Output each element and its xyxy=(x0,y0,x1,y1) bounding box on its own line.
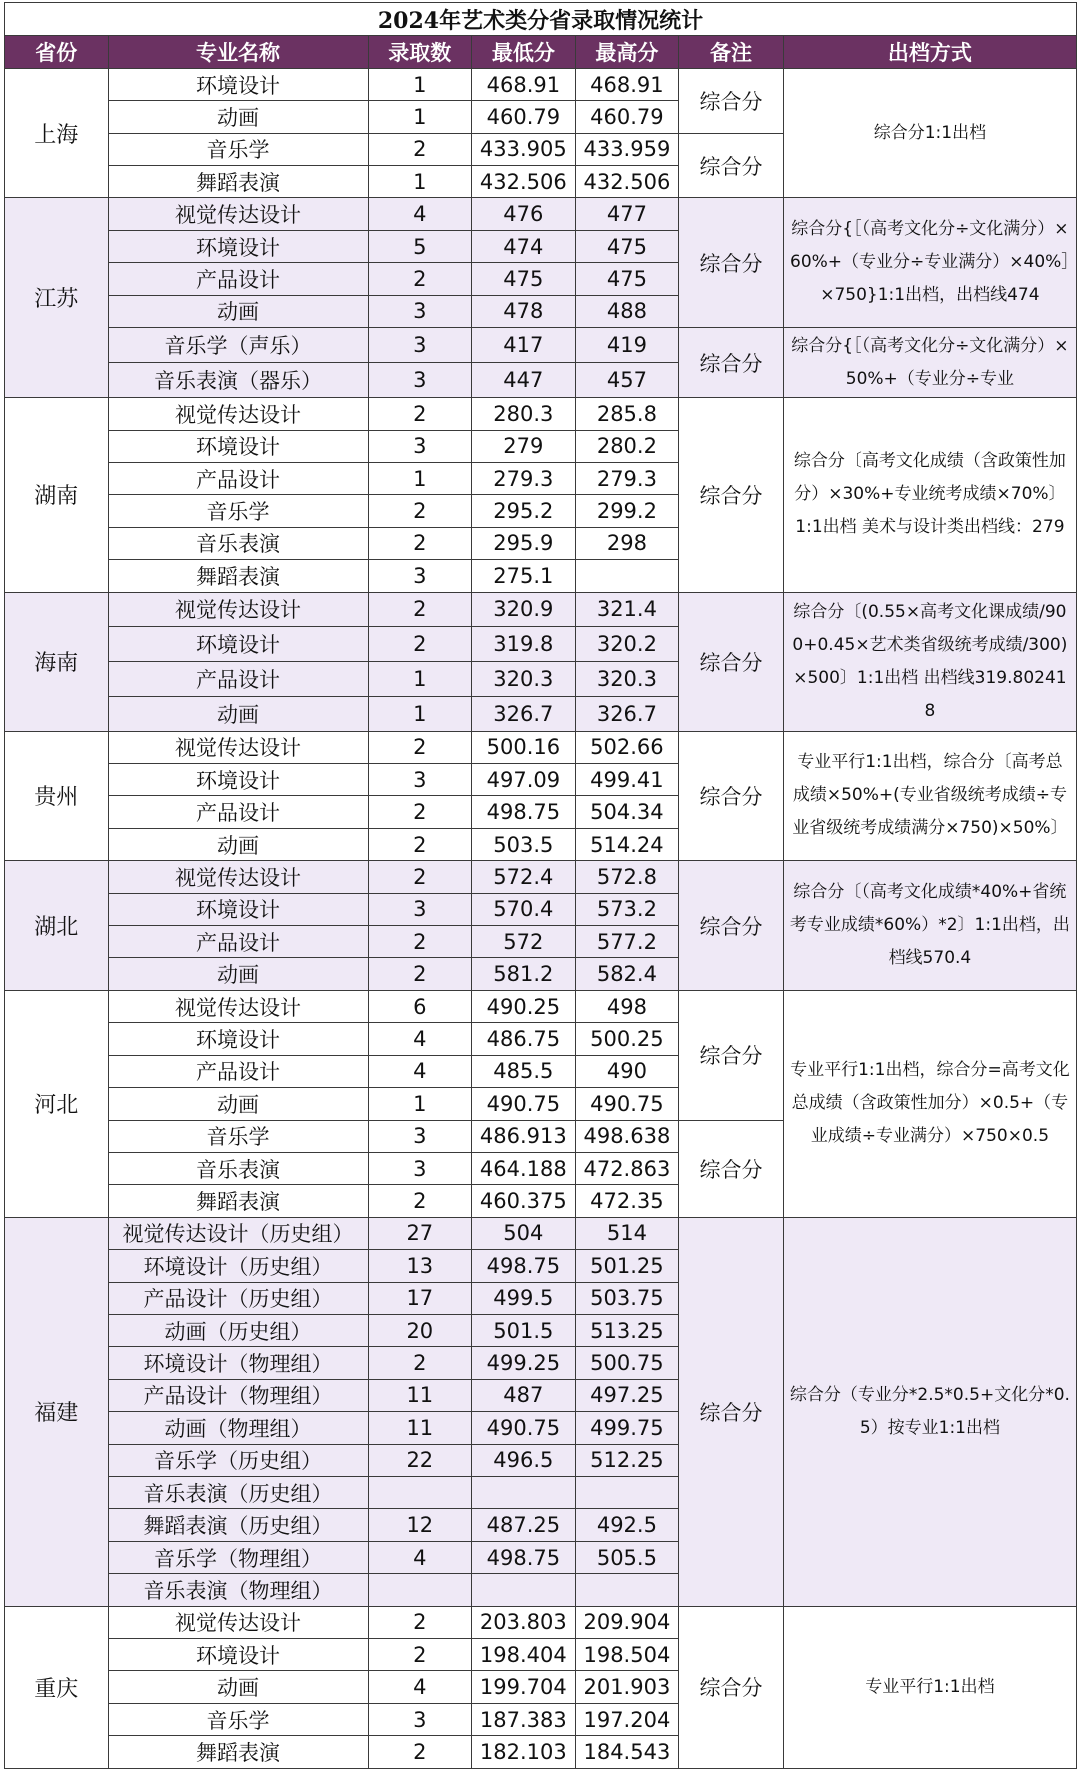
count-cell: 1 xyxy=(368,662,472,697)
count-cell: 20 xyxy=(368,1314,472,1346)
major-cell: 音乐学 xyxy=(108,133,368,165)
max-score-cell: 198.504 xyxy=(575,1639,679,1671)
major-cell: 音乐学（历史组） xyxy=(108,1444,368,1476)
count-cell: 2 xyxy=(368,592,472,627)
max-score-cell: 498.638 xyxy=(575,1120,679,1152)
max-score-cell: 573.2 xyxy=(575,893,679,925)
method-cell: 专业平行1:1出档，综合分=高考文化总成绩（含政策性加分）×0.5+（专业成绩÷专业满分）×750×0.5 xyxy=(783,990,1076,1217)
min-score-cell: 203.803 xyxy=(472,1606,576,1638)
province-cell: 海南 xyxy=(5,592,109,731)
count-cell: 3 xyxy=(368,560,472,592)
count-cell xyxy=(368,1574,472,1606)
max-score-cell: 499.41 xyxy=(575,764,679,796)
major-cell: 动画 xyxy=(108,696,368,731)
count-cell: 2 xyxy=(368,398,472,430)
min-score-cell: 581.2 xyxy=(472,958,576,990)
major-cell: 环境设计 xyxy=(108,893,368,925)
count-cell: 11 xyxy=(368,1379,472,1411)
max-score-cell: 432.506 xyxy=(575,166,679,198)
max-score-cell: 209.904 xyxy=(575,1606,679,1638)
major-cell: 动画 xyxy=(108,958,368,990)
table-row xyxy=(5,328,1077,363)
min-score-cell: 487 xyxy=(472,1379,576,1411)
count-cell: 2 xyxy=(368,861,472,893)
max-score-cell: 490 xyxy=(575,1055,679,1087)
min-score-cell: 447 xyxy=(472,363,576,398)
min-score-cell: 474 xyxy=(472,230,576,262)
major-cell: 视觉传达设计 xyxy=(108,861,368,893)
count-cell: 22 xyxy=(368,1444,472,1476)
major-cell: 视觉传达设计 xyxy=(108,1606,368,1638)
min-score-cell: 486.75 xyxy=(472,1023,576,1055)
count-cell: 1 xyxy=(368,166,472,198)
major-cell: 音乐表演（器乐） xyxy=(108,363,368,398)
min-score-cell: 572.4 xyxy=(472,861,576,893)
major-cell: 音乐表演（物理组） xyxy=(108,1574,368,1606)
method-cell: 综合分〔(0.55×高考文化课成绩/900+0.45×艺术类省级统考成绩/300)×500〕1:1出档 出档线319.802418 xyxy=(783,592,1076,731)
count-cell: 3 xyxy=(368,1703,472,1735)
note-cell: 综合分 xyxy=(679,198,784,328)
major-cell: 环境设计 xyxy=(108,1639,368,1671)
min-score-cell: 432.506 xyxy=(472,166,576,198)
min-score-cell: 487.25 xyxy=(472,1509,576,1541)
major-cell: 音乐学（声乐） xyxy=(108,328,368,363)
count-cell: 3 xyxy=(368,328,472,363)
min-score-cell: 198.404 xyxy=(472,1639,576,1671)
table-row xyxy=(5,398,1077,430)
count-cell: 3 xyxy=(368,1120,472,1152)
max-score-cell: 514.24 xyxy=(575,828,679,860)
max-score-cell: 477 xyxy=(575,198,679,230)
major-cell: 产品设计 xyxy=(108,926,368,958)
major-cell: 动画（物理组） xyxy=(108,1412,368,1444)
table-row xyxy=(5,731,1077,763)
major-cell: 环境设计 xyxy=(108,430,368,462)
min-score-cell: 182.103 xyxy=(472,1736,576,1769)
note-cell: 综合分 xyxy=(679,1606,784,1768)
count-cell xyxy=(368,1476,472,1508)
max-score-cell: 433.959 xyxy=(575,133,679,165)
max-score-cell: 197.204 xyxy=(575,1703,679,1735)
table-row xyxy=(5,990,1077,1022)
min-score-cell: 504 xyxy=(472,1217,576,1249)
major-cell: 产品设计（物理组） xyxy=(108,1379,368,1411)
count-cell: 2 xyxy=(368,495,472,527)
min-score-cell: 319.8 xyxy=(472,627,576,662)
note-cell: 综合分 xyxy=(679,990,784,1120)
max-score-cell: 468.91 xyxy=(575,68,679,100)
count-cell: 27 xyxy=(368,1217,472,1249)
max-score-cell: 512.25 xyxy=(575,1444,679,1476)
count-cell: 3 xyxy=(368,893,472,925)
note-cell: 综合分 xyxy=(679,861,784,991)
min-score-cell: 490.25 xyxy=(472,990,576,1022)
major-cell: 舞蹈表演 xyxy=(108,1736,368,1769)
count-cell: 2 xyxy=(368,1639,472,1671)
count-cell: 2 xyxy=(368,1185,472,1217)
min-score-cell: 476 xyxy=(472,198,576,230)
min-score-cell: 187.383 xyxy=(472,1703,576,1735)
count-cell: 3 xyxy=(368,363,472,398)
min-score-cell: 500.16 xyxy=(472,731,576,763)
min-score-cell: 503.5 xyxy=(472,828,576,860)
province-cell: 江苏 xyxy=(5,198,109,398)
min-score-cell: 460.375 xyxy=(472,1185,576,1217)
max-score-cell: 472.35 xyxy=(575,1185,679,1217)
note-cell: 综合分 xyxy=(679,731,784,861)
count-cell: 1 xyxy=(368,1088,472,1120)
min-score-cell: 279 xyxy=(472,430,576,462)
major-cell: 舞蹈表演 xyxy=(108,166,368,198)
major-cell: 动画 xyxy=(108,828,368,860)
max-score-cell: 582.4 xyxy=(575,958,679,990)
table-row xyxy=(5,1217,1077,1249)
min-score-cell: 490.75 xyxy=(472,1088,576,1120)
major-cell: 产品设计 xyxy=(108,662,368,697)
count-cell: 3 xyxy=(368,1152,472,1184)
min-score-cell: 464.188 xyxy=(472,1152,576,1184)
count-cell: 13 xyxy=(368,1250,472,1282)
min-score-cell: 199.704 xyxy=(472,1671,576,1703)
min-score-cell: 498.75 xyxy=(472,1541,576,1573)
count-cell: 2 xyxy=(368,263,472,295)
max-score-cell: 514 xyxy=(575,1217,679,1249)
note-cell: 综合分 xyxy=(679,328,784,398)
min-score-cell: 572 xyxy=(472,926,576,958)
major-cell: 视觉传达设计 xyxy=(108,731,368,763)
header-count: 录取数 xyxy=(368,36,472,68)
max-score-cell xyxy=(575,1476,679,1508)
major-cell: 音乐学 xyxy=(108,1703,368,1735)
max-score-cell: 572.8 xyxy=(575,861,679,893)
max-score-cell: 488 xyxy=(575,295,679,327)
major-cell: 视觉传达设计 xyxy=(108,592,368,627)
min-score-cell: 486.913 xyxy=(472,1120,576,1152)
major-cell: 产品设计 xyxy=(108,1055,368,1087)
min-score-cell: 475 xyxy=(472,263,576,295)
max-score-cell: 501.25 xyxy=(575,1250,679,1282)
min-score-cell: 295.2 xyxy=(472,495,576,527)
count-cell: 3 xyxy=(368,295,472,327)
max-score-cell: 498 xyxy=(575,990,679,1022)
min-score-cell: 433.905 xyxy=(472,133,576,165)
min-score-cell: 468.91 xyxy=(472,68,576,100)
count-cell: 11 xyxy=(368,1412,472,1444)
header-max: 最高分 xyxy=(575,36,679,68)
max-score-cell: 500.75 xyxy=(575,1347,679,1379)
max-score-cell: 321.4 xyxy=(575,592,679,627)
major-cell: 产品设计 xyxy=(108,796,368,828)
count-cell: 2 xyxy=(368,1736,472,1769)
min-score-cell: 498.75 xyxy=(472,1250,576,1282)
max-score-cell: 505.5 xyxy=(575,1541,679,1573)
table-row xyxy=(5,592,1077,627)
max-score-cell: 513.25 xyxy=(575,1314,679,1346)
count-cell: 2 xyxy=(368,1606,472,1638)
method-cell: 综合分{［（高考文化分÷文化满分）×60%+（专业分÷专业满分）×40%］×750}1:1出档，出档线474 xyxy=(783,198,1076,328)
max-score-cell: 499.75 xyxy=(575,1412,679,1444)
province-cell: 湖北 xyxy=(5,861,109,991)
major-cell: 环境设计 xyxy=(108,764,368,796)
min-score-cell: 279.3 xyxy=(472,462,576,494)
min-score-cell: 501.5 xyxy=(472,1314,576,1346)
header-note: 备注 xyxy=(679,36,784,68)
table-row xyxy=(5,1606,1077,1638)
count-cell: 1 xyxy=(368,696,472,731)
major-cell: 音乐表演 xyxy=(108,527,368,559)
max-score-cell: 285.8 xyxy=(575,398,679,430)
min-score-cell: 320.3 xyxy=(472,662,576,697)
max-score-cell: 472.863 xyxy=(575,1152,679,1184)
table-row xyxy=(5,861,1077,893)
header-major: 专业名称 xyxy=(108,36,368,68)
header-province: 省份 xyxy=(5,36,109,68)
province-cell: 重庆 xyxy=(5,1606,109,1768)
count-cell: 6 xyxy=(368,990,472,1022)
province-cell: 上海 xyxy=(5,68,109,198)
count-cell: 17 xyxy=(368,1282,472,1314)
major-cell: 音乐表演（历史组） xyxy=(108,1476,368,1508)
major-cell: 动画 xyxy=(108,1088,368,1120)
major-cell: 视觉传达设计 xyxy=(108,198,368,230)
count-cell: 2 xyxy=(368,133,472,165)
count-cell: 2 xyxy=(368,926,472,958)
note-cell: 综合分 xyxy=(679,133,784,198)
count-cell: 2 xyxy=(368,828,472,860)
count-cell: 2 xyxy=(368,527,472,559)
min-score-cell xyxy=(472,1476,576,1508)
major-cell: 视觉传达设计 xyxy=(108,990,368,1022)
major-cell: 环境设计 xyxy=(108,1023,368,1055)
major-cell: 环境设计 xyxy=(108,627,368,662)
min-score-cell: 275.1 xyxy=(472,560,576,592)
count-cell: 4 xyxy=(368,1023,472,1055)
major-cell: 视觉传达设计 xyxy=(108,398,368,430)
count-cell: 12 xyxy=(368,1509,472,1541)
note-cell: 综合分 xyxy=(679,1120,784,1217)
min-score-cell: 460.79 xyxy=(472,101,576,133)
note-cell: 综合分 xyxy=(679,68,784,133)
method-cell: 综合分（专业分*2.5*0.5+文化分*0.5）按专业1:1出档 xyxy=(783,1217,1076,1606)
major-cell: 动画 xyxy=(108,1671,368,1703)
major-cell: 环境设计（物理组） xyxy=(108,1347,368,1379)
max-score-cell xyxy=(575,560,679,592)
major-cell: 产品设计 xyxy=(108,263,368,295)
max-score-cell: 457 xyxy=(575,363,679,398)
major-cell: 环境设计（历史组） xyxy=(108,1250,368,1282)
min-score-cell: 320.9 xyxy=(472,592,576,627)
major-cell: 环境设计 xyxy=(108,68,368,100)
count-cell: 4 xyxy=(368,1541,472,1573)
min-score-cell xyxy=(472,1574,576,1606)
header-min: 最低分 xyxy=(472,36,576,68)
max-score-cell: 460.79 xyxy=(575,101,679,133)
count-cell: 3 xyxy=(368,764,472,796)
max-score-cell: 504.34 xyxy=(575,796,679,828)
max-score-cell: 184.543 xyxy=(575,1736,679,1769)
min-score-cell: 478 xyxy=(472,295,576,327)
method-cell: 综合分1:1出档 xyxy=(783,68,1076,198)
note-cell: 综合分 xyxy=(679,592,784,731)
header-method: 出档方式 xyxy=(783,36,1076,68)
min-score-cell: 485.5 xyxy=(472,1055,576,1087)
max-score-cell: 320.2 xyxy=(575,627,679,662)
min-score-cell: 496.5 xyxy=(472,1444,576,1476)
min-score-cell: 417 xyxy=(472,328,576,363)
count-cell: 4 xyxy=(368,198,472,230)
table-row xyxy=(5,68,1077,100)
max-score-cell: 326.7 xyxy=(575,696,679,731)
min-score-cell: 295.9 xyxy=(472,527,576,559)
count-cell: 4 xyxy=(368,1055,472,1087)
max-score-cell: 475 xyxy=(575,263,679,295)
major-cell: 动画 xyxy=(108,295,368,327)
major-cell: 环境设计 xyxy=(108,230,368,262)
max-score-cell xyxy=(575,1574,679,1606)
major-cell: 舞蹈表演（历史组） xyxy=(108,1509,368,1541)
max-score-cell: 500.25 xyxy=(575,1023,679,1055)
max-score-cell: 577.2 xyxy=(575,926,679,958)
max-score-cell: 497.25 xyxy=(575,1379,679,1411)
max-score-cell: 320.3 xyxy=(575,662,679,697)
count-cell: 5 xyxy=(368,230,472,262)
method-cell: 综合分〔高考文化成绩（含政策性加分）×30%+专业统考成绩×70%〕1:1出档 美术与设计类出档线：279 xyxy=(783,398,1076,592)
major-cell: 动画 xyxy=(108,101,368,133)
max-score-cell: 201.903 xyxy=(575,1671,679,1703)
major-cell: 动画（历史组） xyxy=(108,1314,368,1346)
min-score-cell: 280.3 xyxy=(472,398,576,430)
max-score-cell: 298 xyxy=(575,527,679,559)
max-score-cell: 419 xyxy=(575,328,679,363)
max-score-cell: 475 xyxy=(575,230,679,262)
count-cell: 2 xyxy=(368,731,472,763)
max-score-cell: 490.75 xyxy=(575,1088,679,1120)
major-cell: 舞蹈表演 xyxy=(108,1185,368,1217)
method-cell: 综合分〔（高考文化成绩*40%+省统考专业成绩*60%）*2〕1:1出档，出档线570.4 xyxy=(783,861,1076,991)
method-cell: 专业平行1:1出档 xyxy=(783,1606,1076,1768)
min-score-cell: 490.75 xyxy=(472,1412,576,1444)
major-cell: 产品设计 xyxy=(108,462,368,494)
min-score-cell: 497.09 xyxy=(472,764,576,796)
table-title: 2024年艺术类分省录取情况统计 xyxy=(5,3,1077,36)
max-score-cell: 279.3 xyxy=(575,462,679,494)
count-cell: 3 xyxy=(368,430,472,462)
count-cell: 2 xyxy=(368,796,472,828)
note-cell: 综合分 xyxy=(679,1217,784,1606)
min-score-cell: 499.25 xyxy=(472,1347,576,1379)
count-cell: 2 xyxy=(368,1347,472,1379)
max-score-cell: 502.66 xyxy=(575,731,679,763)
note-cell: 综合分 xyxy=(679,398,784,592)
min-score-cell: 570.4 xyxy=(472,893,576,925)
major-cell: 视觉传达设计（历史组） xyxy=(108,1217,368,1249)
count-cell: 2 xyxy=(368,627,472,662)
count-cell: 4 xyxy=(368,1671,472,1703)
method-cell: 专业平行1:1出档，综合分〔高考总成绩×50%+(专业省级统考成绩÷专业省级统考成绩满分×750)×50%〕 xyxy=(783,731,1076,861)
province-cell: 福建 xyxy=(5,1217,109,1606)
major-cell: 音乐学 xyxy=(108,1120,368,1152)
count-cell: 1 xyxy=(368,68,472,100)
major-cell: 产品设计（历史组） xyxy=(108,1282,368,1314)
count-cell: 1 xyxy=(368,101,472,133)
max-score-cell: 503.75 xyxy=(575,1282,679,1314)
max-score-cell: 299.2 xyxy=(575,495,679,527)
table-row xyxy=(5,198,1077,230)
min-score-cell: 499.5 xyxy=(472,1282,576,1314)
major-cell: 音乐学（物理组） xyxy=(108,1541,368,1573)
major-cell: 音乐学 xyxy=(108,495,368,527)
min-score-cell: 326.7 xyxy=(472,696,576,731)
count-cell: 1 xyxy=(368,462,472,494)
min-score-cell: 498.75 xyxy=(472,796,576,828)
count-cell: 2 xyxy=(368,958,472,990)
major-cell: 舞蹈表演 xyxy=(108,560,368,592)
province-cell: 湖南 xyxy=(5,398,109,592)
max-score-cell: 280.2 xyxy=(575,430,679,462)
admission-table xyxy=(4,2,1077,1769)
province-cell: 贵州 xyxy=(5,731,109,861)
major-cell: 音乐表演 xyxy=(108,1152,368,1184)
method-cell: 综合分{［（高考文化分÷文化满分）×50%+（专业分÷专业 xyxy=(783,328,1076,398)
max-score-cell: 492.5 xyxy=(575,1509,679,1541)
province-cell: 河北 xyxy=(5,990,109,1217)
